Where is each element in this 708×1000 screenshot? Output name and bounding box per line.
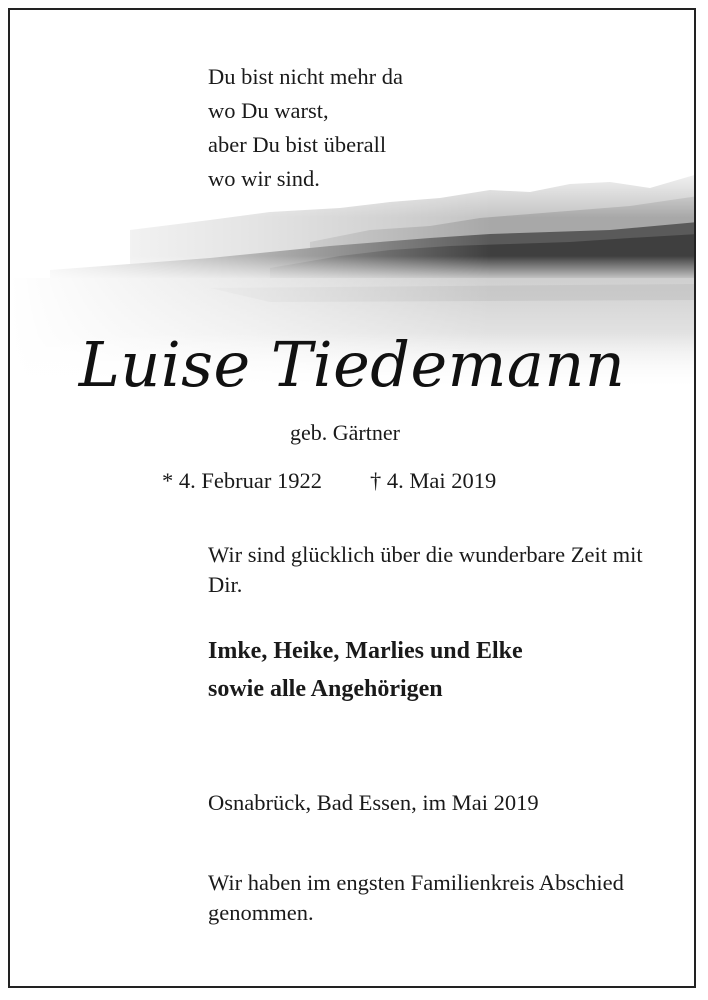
poem-line: aber Du bist überall [208,132,387,157]
death-date: † 4. Mai 2019 [369,468,497,493]
poem [208,60,403,196]
poem-line: wo Du warst, [208,98,329,123]
mourners-line: sowie alle Angehörigen [208,676,443,702]
obituary-frame [8,8,696,988]
mourners-line: Imke, Heike, Marlies und Elke [208,638,523,664]
place-date: Osnabrück, Bad Essen, im Mai 2019 [208,790,539,815]
poem-line: wo wir sind. [208,166,320,191]
deceased-name: Luise Tiedemann [78,328,626,401]
life-dates [162,468,496,494]
birth-name: geb. Gärtner [290,420,400,445]
mourners [208,632,523,708]
birth-date: * 4. Februar 1922 [162,468,322,493]
thanks-text: Wir sind glücklich über die wunderbare Zeit mit Dir. [208,542,643,597]
poem-line: Du bist nicht mehr da [208,64,403,89]
closing-note: Wir haben im engsten Familienkreis Abschied genommen. [208,870,624,925]
